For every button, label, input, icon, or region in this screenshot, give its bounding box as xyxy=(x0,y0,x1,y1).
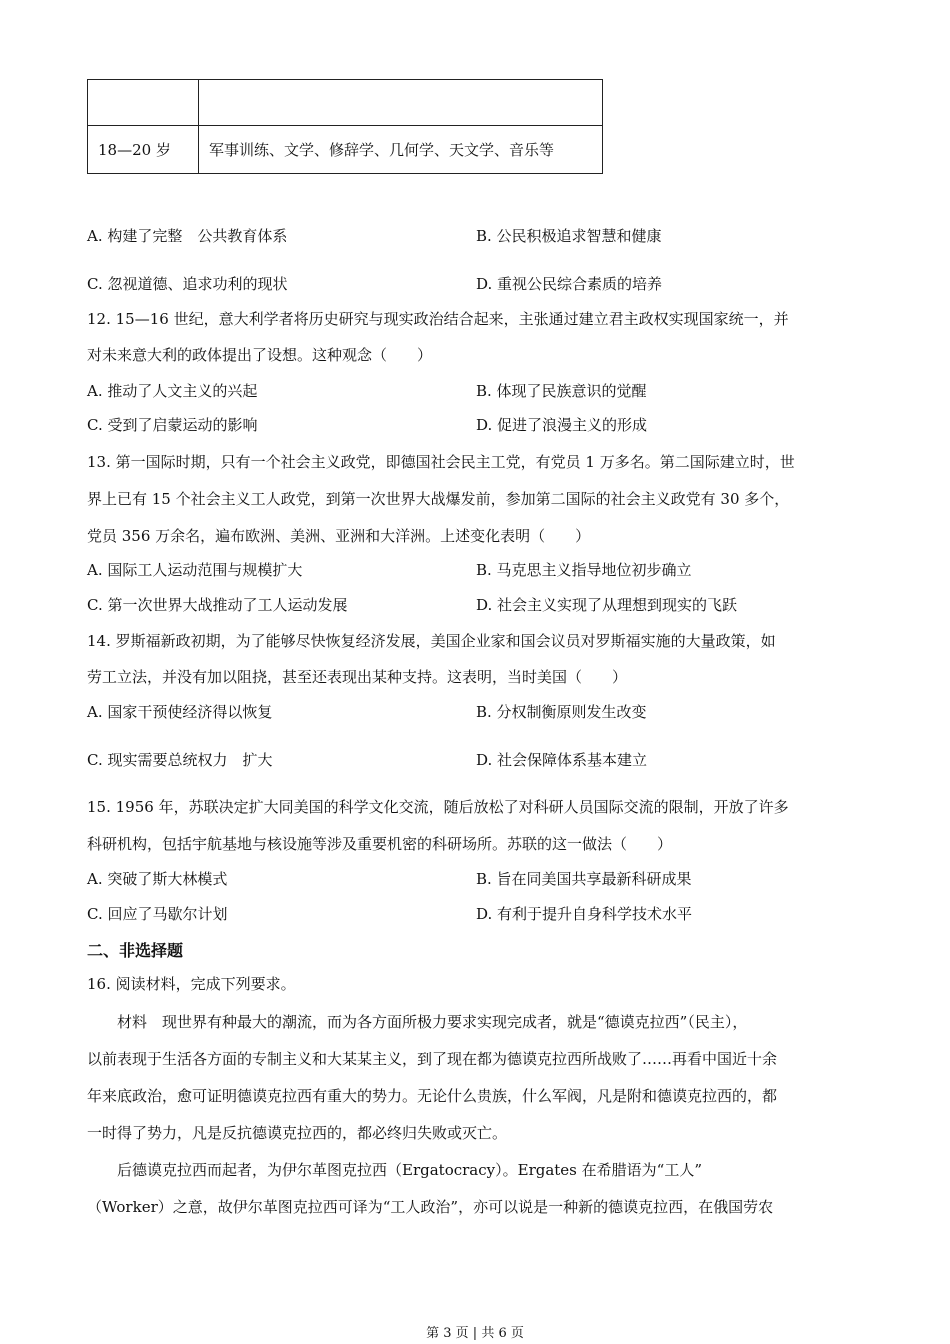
q13-option-c: C. 第一次世界大战推动了工人运动发展 xyxy=(87,596,348,614)
q14-option-a: A. 国家干预使经济得以恢复 xyxy=(87,703,273,721)
q14-option-d: D. 社会保障体系基本建立 xyxy=(476,751,648,769)
q12-stem-line1: 12. 15—16 世纪，意大利学者将历史研究与现实政治结合起来，主张通过建立君主政权实现国家统一，并 xyxy=(87,310,789,328)
material-line: 一时得了势力，凡是反抗德谟克拉西的，都必终归失败或灭亡。 xyxy=(87,1124,508,1142)
q15-option-b: B. 旨在同美国共享最新科研成果 xyxy=(476,870,692,888)
material-line: （Worker）之意，故伊尔革图克拉西可译为“工人政治”，亦可以说是一种新的德谟克拉西，在俄国劳农 xyxy=(87,1198,774,1216)
material-line: 年来底政治，愈可证明德谟克拉西有重大的势力。无论什么贵族，什么军阀，凡是附和德谟克拉西的，都 xyxy=(87,1087,778,1105)
table-cell-age: 18—20 岁 xyxy=(88,126,199,174)
q15-option-a: A. 突破了斯大林模式 xyxy=(87,870,228,888)
q12-option-b: B. 体现了民族意识的觉醒 xyxy=(476,382,647,400)
q16-stem: 16. 阅读材料，完成下列要求。 xyxy=(87,975,296,993)
page-footer: 第 3 页 | 共 6 页 xyxy=(426,1326,524,1341)
q12-option-c: C. 受到了启蒙运动的影响 xyxy=(87,416,258,434)
q14-option-b: B. 分权制衡原则发生改变 xyxy=(476,703,647,721)
material-line: 后德谟克拉西而起者，为伊尔革图克拉西（Ergatocracy）。Ergates 在希腊语为“工人” xyxy=(117,1161,702,1179)
q13-stem-line1: 13. 第一国际时期，只有一个社会主义政党，即德国社会民主工党，有党员 1 万多名。第二国际建立时，世 xyxy=(87,453,795,471)
table-cell-subjects: 军事训练、文学、修辞学、几何学、天文学、音乐等 xyxy=(199,126,603,174)
q13-option-b: B. 马克思主义指导地位初步确立 xyxy=(476,561,692,579)
q15-stem-line2: 科研机构，包括宇航基地与核设施等涉及重要机密的科研场所。苏联的这一做法（ ） xyxy=(87,835,673,853)
q13-stem-line2: 界上已有 15 个社会主义工人政党，到第一次世界大战爆发前，参加第二国际的社会主义政党有 30 多个， xyxy=(87,490,790,508)
q11-option-b: B. 公民积极追求智慧和健康 xyxy=(476,227,662,245)
q15-stem-line1: 15. 1956 年，苏联决定扩大同美国的科学文化交流，随后放松了对科研人员国际交流的限制，开放了许多 xyxy=(87,798,789,816)
material-line: 以前表现于生活各方面的专制主义和大某某主义，到了现在都为德谟克拉西所战败了……再看中国近十余 xyxy=(87,1050,778,1068)
q11-option-a: A. 构建了完整 公共教育体系 xyxy=(87,227,288,245)
q13-option-d: D. 社会主义实现了从理想到现实的飞跃 xyxy=(476,596,738,614)
q12-option-d: D. 促进了浪漫主义的形成 xyxy=(476,416,648,434)
q13-stem-line3: 党员 356 万余名，遍布欧洲、美洲、亚洲和大洋洲。上述变化表明（ ） xyxy=(87,527,591,545)
q14-option-c: C. 现实需要总统权力 扩大 xyxy=(87,751,273,769)
q14-stem-line1: 14. 罗斯福新政初期，为了能够尽快恢复经济发展，美国企业家和国会议员对罗斯福实施的大量政策，如 xyxy=(87,632,776,650)
table-cell-age xyxy=(88,80,199,126)
q15-option-c: C. 回应了马歇尔计划 xyxy=(87,905,228,923)
q11-option-c: C. 忽视道德、追求功利的现状 xyxy=(87,275,288,293)
q14-stem-line2: 劳工立法，并没有加以阻挠，甚至还表现出某种支持。这表明，当时美国（ ） xyxy=(87,668,628,686)
q11-option-d: D. 重视公民综合素质的培养 xyxy=(476,275,663,293)
curriculum-table xyxy=(87,79,603,174)
table-cell-subjects xyxy=(199,80,603,126)
table-row xyxy=(88,126,603,174)
q13-option-a: A. 国际工人运动范围与规模扩大 xyxy=(87,561,303,579)
material-line: 材料 现世界有种最大的潮流，而为各方面所极力要求实现完成者，就是“德谟克拉西”（民主）， xyxy=(117,1013,748,1031)
table-row xyxy=(88,80,603,126)
section-heading: 二、非选择题 xyxy=(87,941,184,960)
q12-option-a: A. 推动了人文主义的兴起 xyxy=(87,382,258,400)
q12-stem-line2: 对未来意大利的政体提出了设想。这种观念（ ） xyxy=(87,346,433,364)
q15-option-d: D. 有利于提升自身科学技术水平 xyxy=(476,905,693,923)
